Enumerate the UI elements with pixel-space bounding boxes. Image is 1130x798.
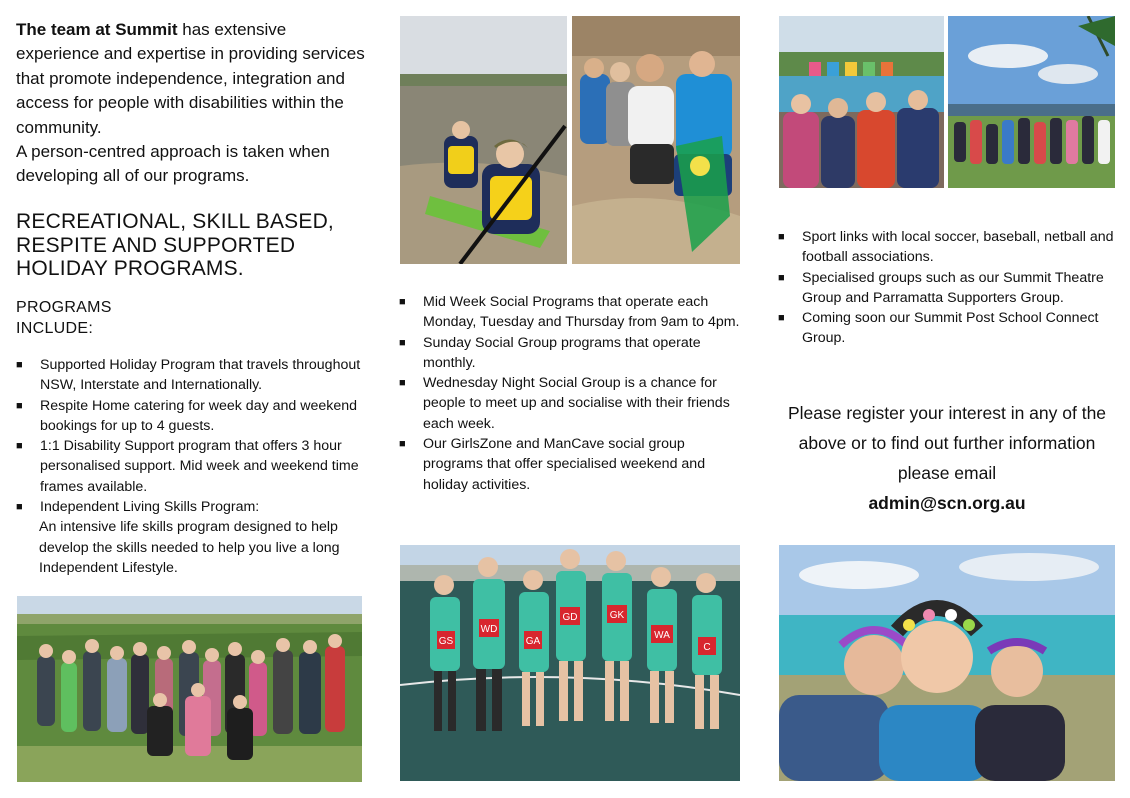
list-item: ■ Independent Living Skills Program: (16, 497, 368, 517)
netball-team-photo (400, 545, 740, 781)
list-item: ■ Coming soon our Summit Post School Connect Group. (778, 308, 1116, 349)
programs-headline: RECREATIONAL, SKILL BASED, RESPITE AND SUPPORTED HOLIDAY PROGRAMS. (16, 210, 334, 280)
vineyard-group-photo (17, 596, 362, 782)
list-item: ■ Supported Holiday Program that travels throughout NSW, Interstate and Internationally. (16, 355, 368, 396)
resort-photo (779, 16, 944, 188)
contact-email[interactable]: admin@scn.org.au (868, 493, 1026, 513)
bib-label: GA (525, 636, 541, 647)
intro-paragraph (16, 18, 366, 189)
column-left (16, 0, 366, 798)
list-item: ■ Sport links with local soccer, baseball, netball and football associations. (778, 227, 1116, 268)
bib-label: C (703, 642, 711, 653)
program-list-left (16, 355, 368, 578)
beach-group-photo (948, 16, 1115, 188)
list-item-note: An intensive life skills program designed to help develop the skills needed to help you live a long Independent Lifestyle. (39, 519, 340, 576)
island-selfie-photo (779, 545, 1115, 781)
column-right (778, 0, 1116, 798)
program-list-middle (399, 292, 741, 495)
kayak-photo (400, 16, 567, 264)
list-item: ■ Sunday Social Group programs that operate monthly. (399, 333, 741, 374)
intro-bold: The team at Summit (16, 20, 178, 39)
bib-label: GK (609, 610, 625, 621)
list-item: ■ 1:1 Disability Support program that offers 3 hour personalised support. Mid week and weekend time frames available. (16, 436, 368, 497)
list-item: ■ Respite Home catering for week day and weekend bookings for up to 4 guests. (16, 396, 368, 437)
intro-text-2: A person-centred approach is taken when developing all of our programs. (16, 142, 330, 186)
subhead-line-1: PROGRAMS (16, 299, 112, 316)
bib-label: GS (438, 636, 454, 647)
intro-text: has extensive experience and expertise in providing services that promote independence, integration and access for people with disabilities within the community. (16, 20, 365, 137)
contact-text: Please register your interest in any of the above or to find out further information please email (787, 403, 1107, 483)
bib-label: WD (480, 624, 498, 635)
list-item: ■ Our GirlsZone and ManCave social group programs that offer specialised weekend and holiday activities. (399, 434, 741, 495)
programs-subheading (16, 298, 112, 339)
column-middle (399, 0, 741, 798)
subhead-line-2: INCLUDE: (16, 319, 94, 337)
list-item: ■ Specialised groups such as our Summit Theatre Group and Parramatta Supporters Group. (778, 268, 1116, 309)
beach-friends-photo (572, 16, 740, 264)
program-list-right (778, 227, 1116, 349)
bib-label: WA (654, 630, 670, 641)
contact-paragraph (778, 398, 1116, 518)
list-item: ■ Wednesday Night Social Group is a chance for people to meet up and socialise with their friends each week. (399, 373, 741, 434)
bib-label: GD (562, 612, 578, 623)
list-item: ■ Mid Week Social Programs that operate each Monday, Tuesday and Thursday from 9am to 4pm. (399, 292, 741, 333)
